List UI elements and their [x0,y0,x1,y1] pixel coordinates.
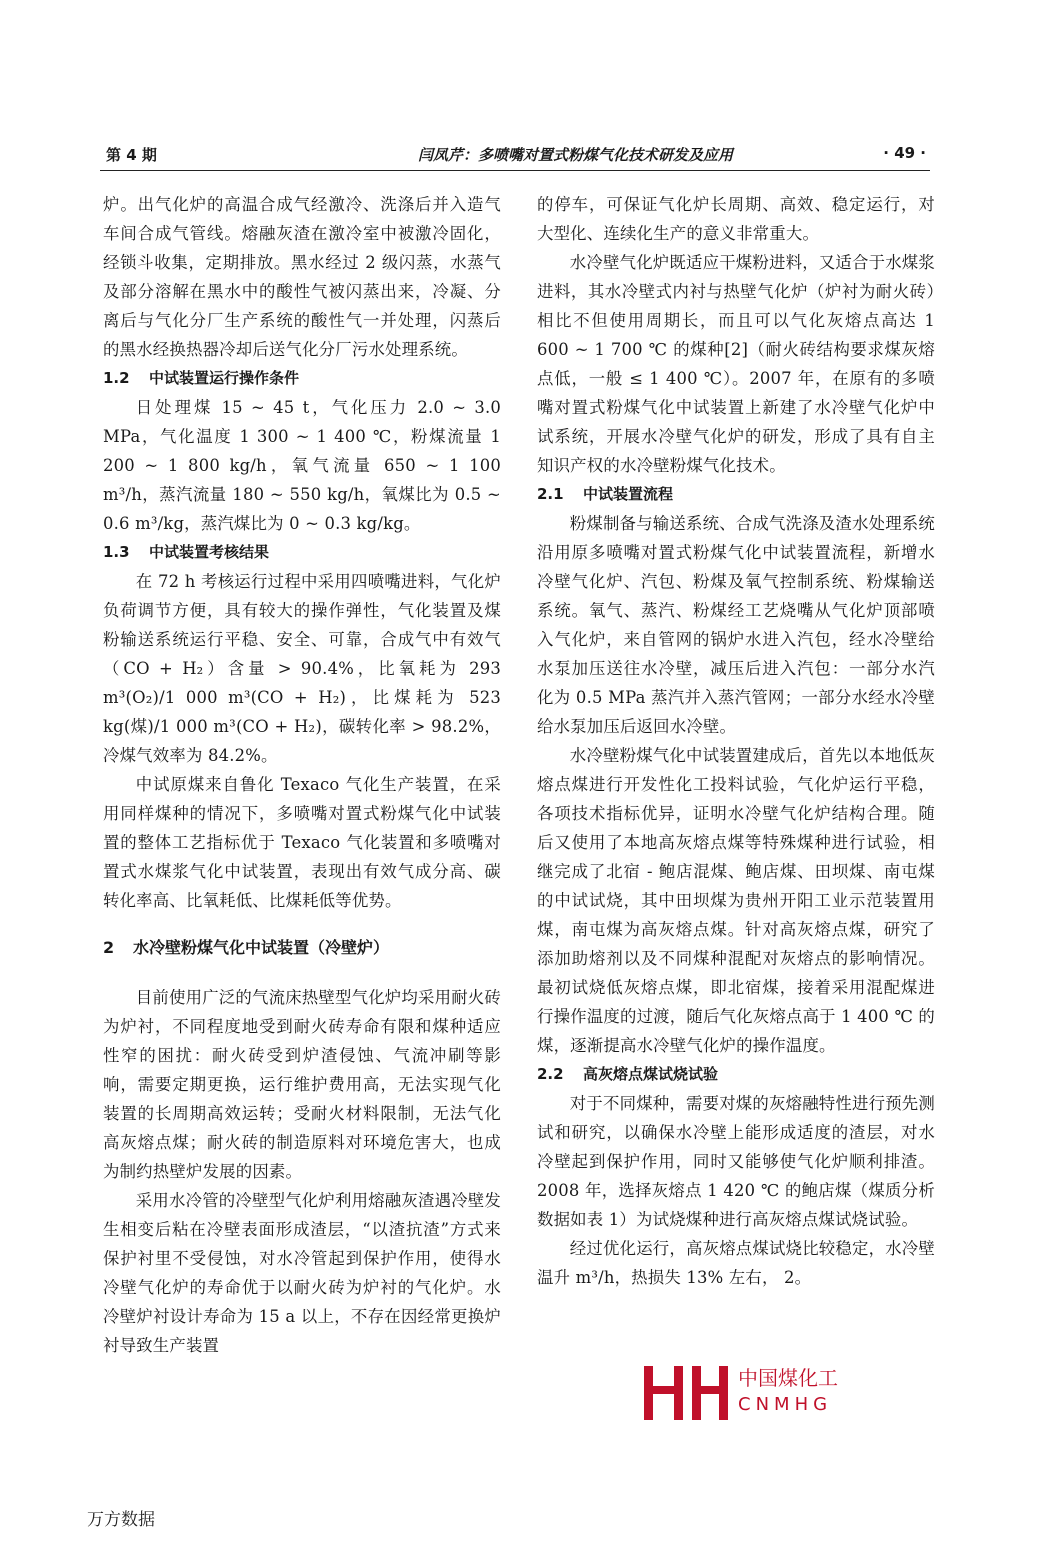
section-heading-2-1 [537,480,935,509]
running-title: 闫凤芹：多喷嘴对置式粉煤气化技术研发及应用 [418,146,734,164]
paragraph: 采用水冷管的冷壁型气化炉利用熔融灰渣遇冷壁发生相变后粘在冷壁表面形成渣层，“以渣抗渣”方式来保护衬里不受侵蚀，对水冷管起到保护作用，使得水冷壁气化炉的寿命优于以耐火砖为炉衬的气化炉。水冷壁炉衬设计寿命为 15 a 以上，不存在因经常更换炉衬导致生产装置 [103,1191,501,1355]
issue-number: 第 4 期 [106,146,157,164]
section-title: 高灰熔点煤试烧试验 [583,1065,719,1083]
section-heading-1-3 [103,538,501,567]
section-number: 2.2 [537,1065,564,1083]
watermark [640,1362,850,1424]
paragraph: 水冷壁气化炉既适应干煤粉进料，又适合于水煤浆进料，其水冷壁式内衬与热壁气化炉（炉衬为耐火砖）相比不但使用周期长，而且可以气化灰熔点高达 1 600 ~ 1 700 ℃ 的煤种[2]（耐火砖结构要求煤灰熔点低，一般 ≤ 1 400 ℃）。2007 年，在原有的多喷嘴对置式粉煤气化中试装置上新建了水冷壁气化炉中试系统，开展水冷壁气化炉的研发，形成了具有自主知识产权的水冷壁粉煤气化技术。 [537,253,935,475]
section-number: 2 [103,938,115,957]
paragraph: 粉煤制备与输送系统、合成气洗涤及渣水处理系统沿用原多喷嘴对置式粉煤气化中试装置流程，新增水冷壁气化炉、汽包、粉煤及氧气控制系统、粉煤输送系统。氧气、蒸汽、粉煤经工艺烧嘴从气化炉顶部喷入气化炉，来自管网的锅炉水进入汽包，经水冷壁给水泵加压送往水冷壁，减压后进入汽包：一部分水汽化为 0.5 MPa 蒸汽并入蒸汽管网；一部分水经水冷壁给水泵加压后返回水冷壁。 [537,514,935,736]
page-number: · 49 · [883,144,926,162]
section-number: 1.2 [103,369,130,387]
right-column [537,190,935,1292]
paragraph: 目前使用广泛的气流床热壁型气化炉均采用耐火砖为炉衬，不同程度地受到耐火砖寿命有限和煤种适应性窄的困扰：耐火砖受到炉渣侵蚀、气流冲刷等影响，需要定期更换，运行维护费用高，无法实现气化装置的长周期高效运转；受耐火材料限制，无法气化高灰熔点煤；耐火砖的制造原料对环境危害大，也成为制约热壁炉发展的因素。 [103,988,501,1181]
paragraph: 中试原煤来自鲁化 Texaco 气化生产装置，在采用同样煤种的情况下，多喷嘴对置式粉煤气化中试装置的整体工艺指标优于 Texaco 气化装置和多喷嘴对置式水煤浆气化中试装置，表现出有效气成分高、碳转化率高、比氧耗低、比煤耗低等优势。 [103,775,501,910]
section-heading-2 [103,935,501,961]
watermark-logo-icon [640,1362,732,1424]
section-title: 水冷壁粉煤气化中试装置（冷壁炉） [133,938,390,957]
paragraph: 的停车，可保证气化炉长周期、高效、稳定运行，对大型化、连续化生产的意义非常重大。 [537,195,935,243]
running-header [100,140,930,171]
watermark-subtext: CNMHG [738,1394,833,1415]
paragraph: 炉。出气化炉的高温合成气经激冷、洗涤后并入造气车间合成气管线。熔融灰渣在激冷室中被激冷固化，经锁斗收集，定期排放。黑水经过 2 级闪蒸，水蒸气及部分溶解在黑水中的酸性气被闪蒸出来，冷凝、分离后与气化分厂生产系统的酸性气一并处理，闪蒸后的黑水经换热器冷却后送气化分厂污水处理系统。 [103,195,501,359]
footer-source: 万方数据 [87,1510,155,1530]
watermark-text: 中国煤化工 [738,1366,838,1390]
section-title: 中试装置运行操作条件 [149,369,300,387]
section-title: 中试装置考核结果 [149,543,270,561]
left-column [103,190,501,1360]
paragraph: 日处理煤 15 ~ 45 t，气化压力 2.0 ~ 3.0 MPa，气化温度 1 300 ~ 1 400 ℃，粉煤流量 1 200 ~ 1 800 kg/h，氧气流量 650 ~ 1 100 m³/h，蒸汽流量 180 ~ 550 kg/h，氧煤比为 0.5 ~ 0.6 m³/kg，蒸汽煤比为 0 ~ 0.3 kg/kg。 [103,398,501,533]
paragraph: 经过优化运行，高灰熔点煤试烧比较稳定，水冷壁温升 m³/h，热损失 13% 左右， 2。 [537,1239,935,1287]
paragraph: 水冷壁粉煤气化中试装置建成后，首先以本地低灰熔点煤进行开发性化工投料试验，气化炉运行平稳，各项技术指标优异，证明水冷壁气化炉结构合理。随后又使用了本地高灰熔点煤等特殊煤种进行试验，相继完成了北宿 - 鲍店混煤、鲍店煤、田坝煤、南屯煤的中试试烧，其中田坝煤为贵州开阳工业示范装置用煤，南屯煤为高灰熔点煤。针对高灰熔点煤，研究了添加助熔剂以及不同煤种混配对灰熔点的影响情况。最初试烧低灰熔点煤，即北宿煤，接着采用混配煤进行操作温度的过渡，随后气化灰熔点高于 1 400 ℃ 的煤，逐渐提高水冷壁气化炉的操作温度。 [537,746,935,1055]
section-title: 中试装置流程 [583,485,674,503]
section-heading-1-2 [103,364,501,393]
section-heading-2-2 [537,1060,935,1089]
section-number: 2.1 [537,485,564,503]
section-number: 1.3 [103,543,130,561]
paragraph: 在 72 h 考核运行过程中采用四喷嘴进料，气化炉负荷调节方便，具有较大的操作弹性，气化装置及煤粉输送系统运行平稳、安全、可靠，合成气中有效气（CO + H₂）含量 > 90.4%，比氧耗为 293 m³(O₂)/1 000 m³(CO + H₂)，比煤耗为 523 kg(煤)/1 000 m³(CO + H₂)，碳转化率 > 98.2%，冷煤气效率为 84.2%。 [103,572,501,765]
paragraph: 对于不同煤种，需要对煤的灰熔融特性进行预先测试和研究，以确保水冷壁上能形成适度的渣层，对水冷壁起到保护作用，同时又能够使气化炉顺利排渣。2008 年，选择灰熔点 1 420 ℃ 的鲍店煤（煤质分析数据如表 1）为试烧煤种进行高灰熔点煤试烧试验。 [537,1094,935,1229]
